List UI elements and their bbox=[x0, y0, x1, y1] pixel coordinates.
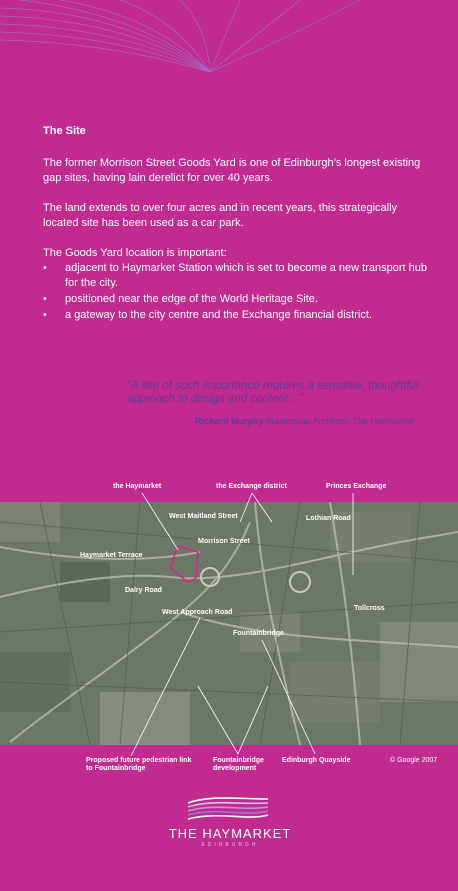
quote-author: Richard Murphy bbox=[195, 416, 264, 426]
haymarket-logo bbox=[150, 795, 310, 855]
list-item: • a gateway to the city centre and the Exchange financial district. bbox=[43, 309, 372, 321]
paragraph-land: The land extends to over four acres and in recent years, this strategically located site has been used as a car park. bbox=[43, 202, 398, 229]
paragraph-history: The former Morrison Street Goods Yard is one of Edinburgh’s longest existing gap sites, having lain derelict for over 40 years. bbox=[43, 157, 421, 184]
map-label-princes-exchange: Princes Exchange bbox=[326, 483, 387, 490]
map-street-label: West Maitland Street bbox=[169, 513, 238, 520]
bullet-icon: • bbox=[43, 293, 47, 305]
map-street-label: Morrison Street bbox=[198, 538, 250, 545]
quote-role: Masterplan Architect, The Haymarket bbox=[266, 416, 414, 426]
bullet-icon: • bbox=[43, 309, 47, 321]
section-title: The Site bbox=[43, 125, 86, 137]
map-label-edinburgh-quayside: Edinburgh Quayside bbox=[282, 757, 351, 764]
aerial-map bbox=[0, 502, 458, 745]
site-description bbox=[43, 124, 433, 324]
bullet-icon: • bbox=[43, 262, 47, 274]
map-label-fountainbridge-development: Fountainbridge development bbox=[213, 757, 264, 772]
map-street-label: Tollcross bbox=[354, 605, 385, 612]
location-bullet-list bbox=[43, 261, 433, 323]
logo-waves-icon bbox=[150, 795, 310, 825]
logo-subtitle: EDINBURGH bbox=[201, 842, 259, 848]
map-label-haymarket: the Haymarket bbox=[113, 483, 162, 490]
map-street-label: West Approach Road bbox=[162, 609, 233, 616]
pull-quote: “A site of such importance requires a sensitive, thoughtful approach to design and content…” bbox=[127, 380, 419, 405]
paragraph-location: The Goods Yard location is important: bbox=[43, 247, 227, 259]
map-label-pedestrian-link: Proposed future pedestrian link to Fountainbridge bbox=[86, 757, 192, 772]
list-item: • positioned near the edge of the World Heritage Site. bbox=[43, 293, 318, 305]
map-label-exchange-district: the Exchange district bbox=[216, 483, 287, 490]
list-item: • adjacent to Haymarket Station which is set to become a new transport hub for the city. bbox=[43, 262, 427, 289]
map-street-label: Fountainbridge bbox=[233, 630, 284, 637]
map-street-label: Dalry Road bbox=[125, 587, 162, 594]
map-street-label: Haymarket Terrace bbox=[80, 552, 143, 559]
quote-attribution bbox=[195, 416, 414, 426]
map-street-label: Lothian Road bbox=[306, 515, 351, 522]
map-copyright: © Google 2007 bbox=[390, 757, 438, 764]
decorative-swirl-lines bbox=[0, 0, 458, 90]
logo-name: THE HAYMARKET bbox=[168, 826, 292, 841]
